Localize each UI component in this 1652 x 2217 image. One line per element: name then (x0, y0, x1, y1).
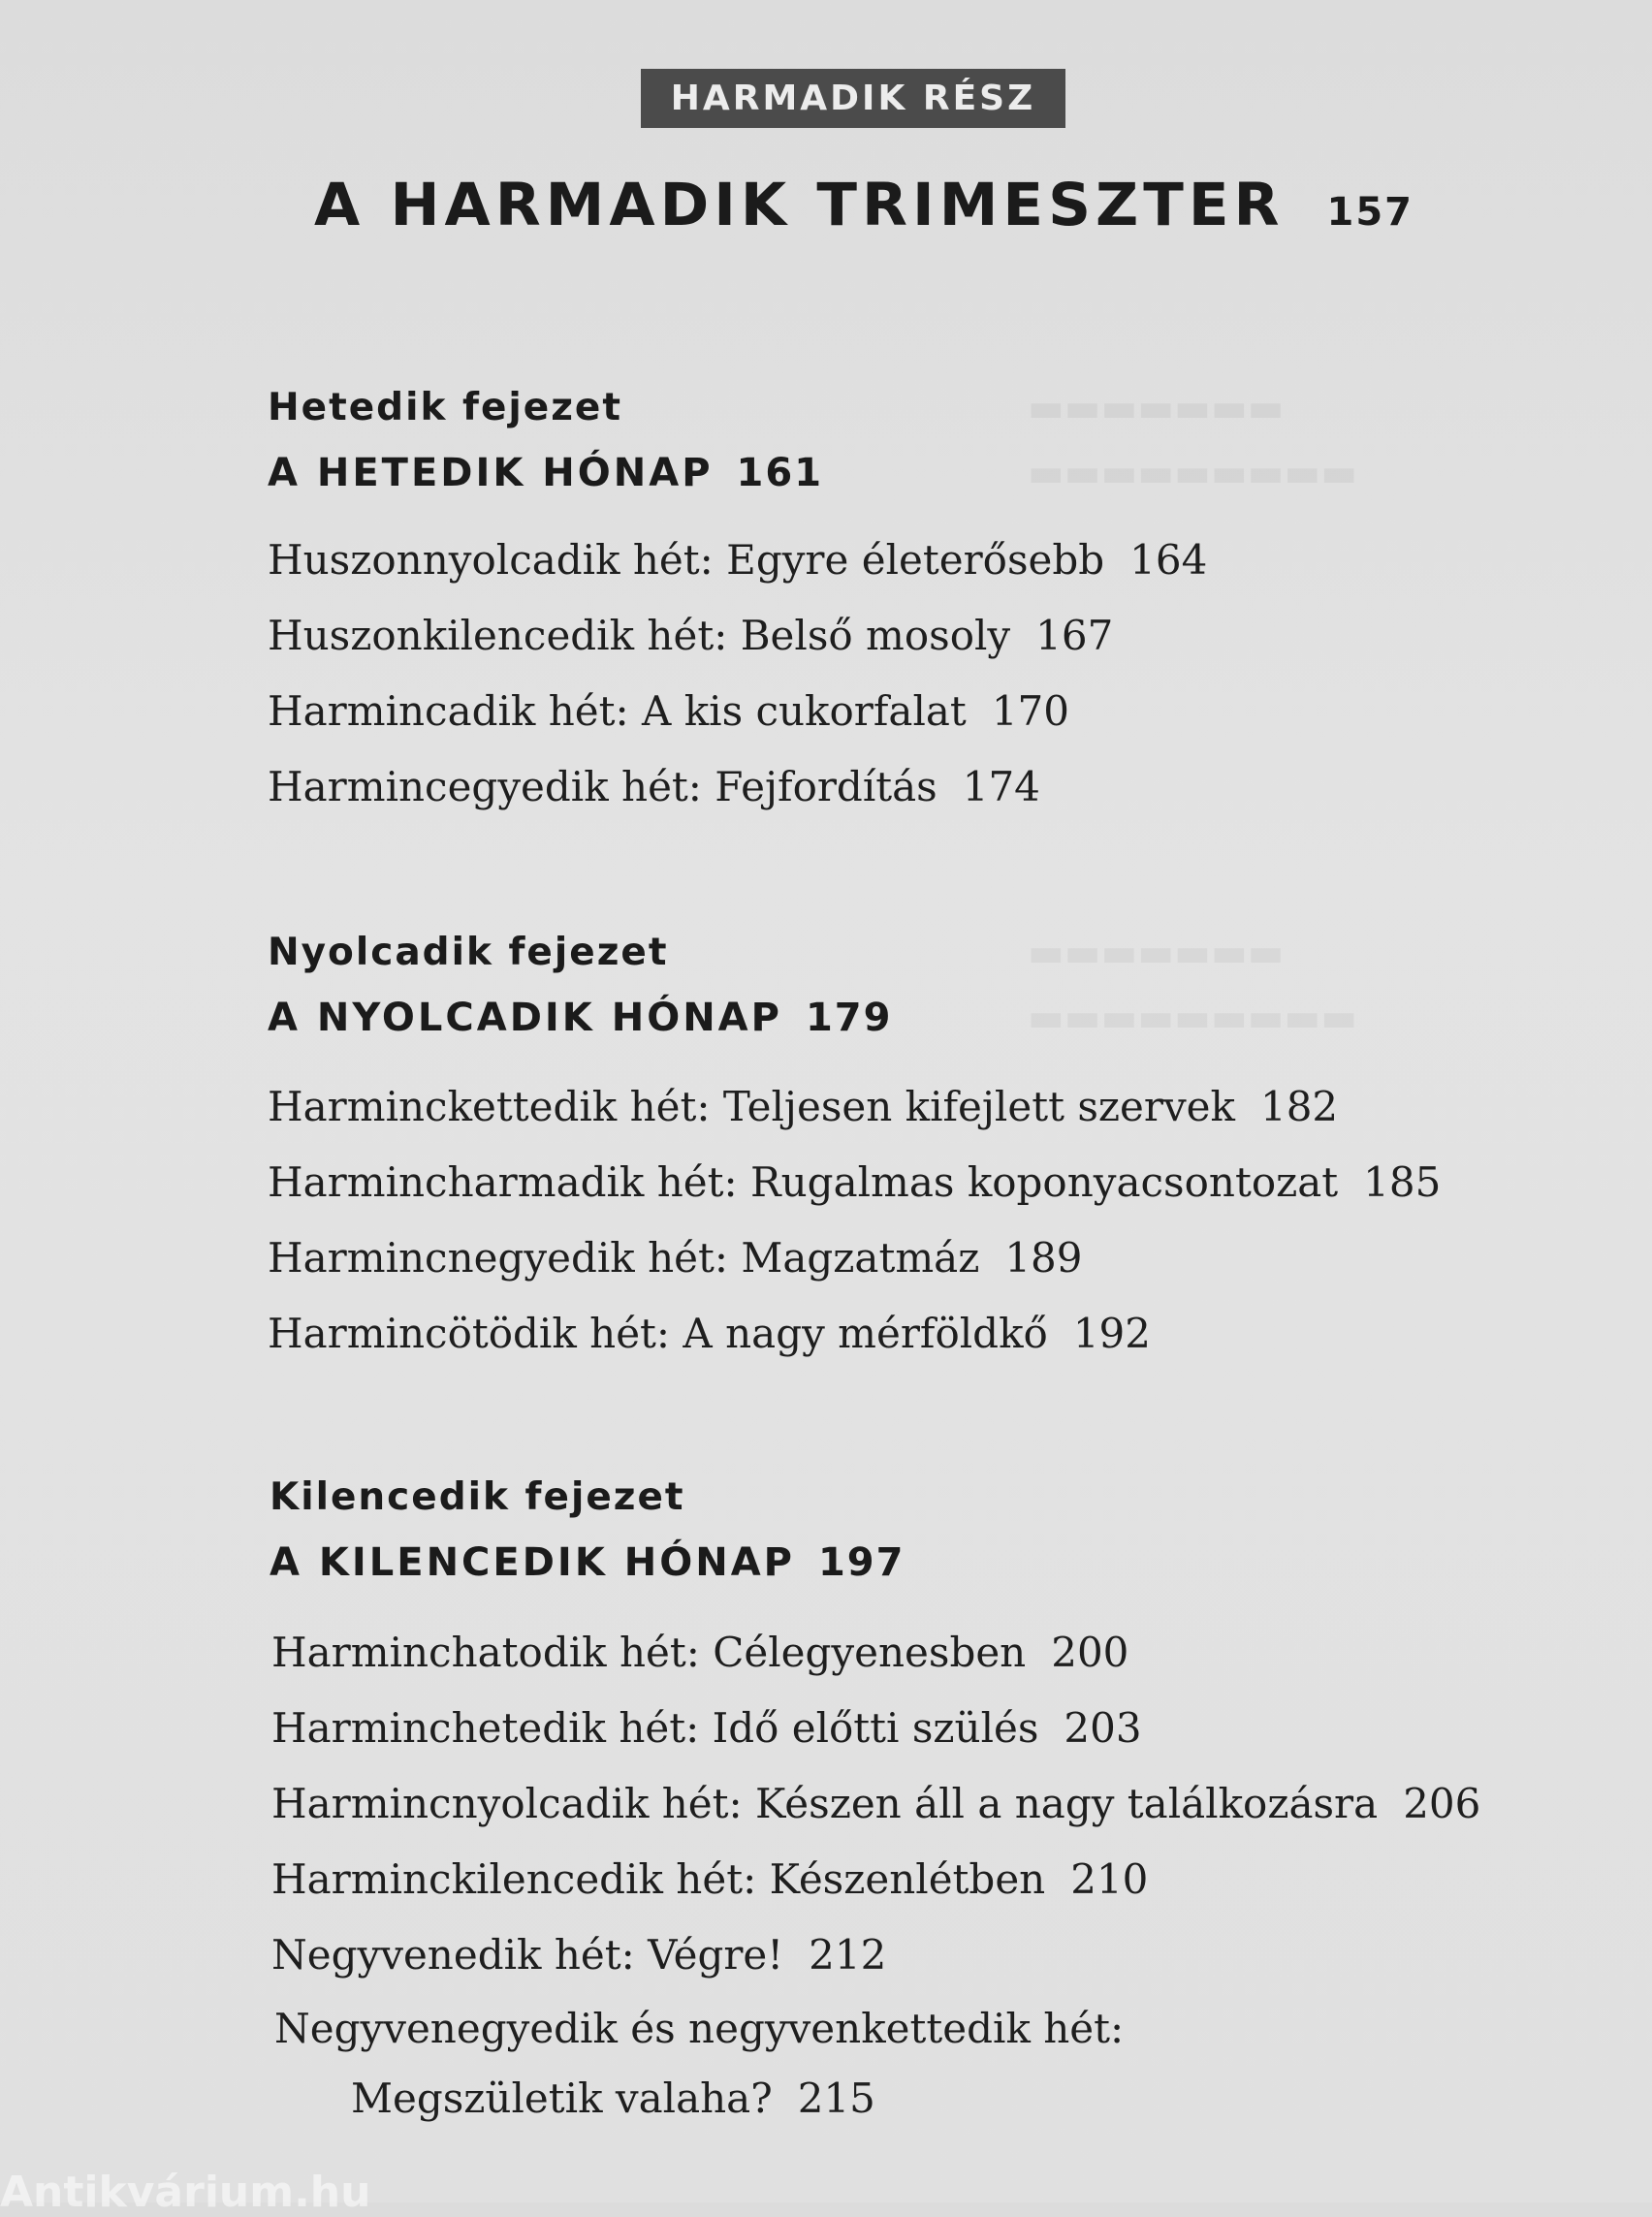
part-page-number: 157 (1326, 190, 1414, 235)
toc-entry-text: Megszületik valaha? (351, 2074, 773, 2122)
toc-entry-page: 170 (991, 687, 1069, 735)
watermark: Antikvárium.hu (0, 2168, 371, 2217)
toc-entry[interactable] (271, 1931, 886, 1979)
chapter-label: Kilencedik fejezet (270, 1475, 685, 1519)
toc-entry-text: Harmincegyedik hét: Fejfordítás (268, 763, 937, 810)
toc-entry-page: 203 (1064, 1704, 1142, 1752)
chapter-page-number: 197 (817, 1540, 905, 1585)
toc-entry-text: Harmincnegyedik hét: Magzatmáz (268, 1234, 980, 1282)
toc-entry[interactable] (271, 1704, 1142, 1752)
toc-entry-text: Negyvenedik hét: Végre! (271, 1931, 784, 1979)
chapter-page-number: 161 (736, 451, 824, 495)
toc-entry-continuation[interactable] (351, 2074, 875, 2122)
toc-entry-text: Huszonkilencedik hét: Belső mosoly (268, 612, 1011, 659)
toc-entry-text: Harmincharmadik hét: Rugalmas koponyacsontozat (268, 1158, 1339, 1206)
toc-entry[interactable] (268, 1083, 1338, 1130)
toc-entry-text: Harminchetedik hét: Idő előtti szülés (271, 1704, 1039, 1752)
toc-entry[interactable] (268, 1158, 1441, 1206)
toc-entry-text: Harminchatodik hét: Célegyenesben (271, 1629, 1027, 1676)
show-through-text: ▬▬▬▬▬▬▬ (1028, 931, 1285, 975)
chapter-title-text: A KILENCEDIK HÓNAP (270, 1540, 795, 1585)
part-title-text: A HARMADIK TRIMESZTER (314, 171, 1285, 239)
toc-entry-text: Huszonnyolcadik hét: Egyre életerősebb (268, 536, 1105, 584)
toc-entry-text: Harmincötödik hét: A nagy mérföldkő (268, 1310, 1048, 1357)
toc-entry[interactable] (268, 763, 1040, 810)
show-through-text: ▬▬▬▬▬▬▬▬▬ (1028, 451, 1358, 495)
chapter-title-text: A HETEDIK HÓNAP (268, 451, 714, 495)
toc-entry-text: Harminckilencedik hét: Készenlétben (271, 1855, 1046, 1903)
chapter-title (270, 1540, 905, 1585)
show-through-text: ▬▬▬▬▬▬▬ (1028, 386, 1285, 430)
part-badge (641, 69, 1065, 128)
show-through-text: ▬▬▬▬▬▬▬▬▬ (1028, 996, 1358, 1040)
toc-entry-text: Harmincadik hét: A kis cukorfalat (268, 687, 967, 735)
chapter-label: Nyolcadik fejezet (268, 931, 669, 974)
toc-entry-page: 185 (1363, 1158, 1442, 1206)
chapter-title (268, 451, 823, 495)
chapter-title (268, 996, 892, 1040)
toc-entry-text: Harmincnyolcadik hét: Készen áll a nagy találkozásra (271, 1780, 1379, 1827)
part-label: HARMADIK RÉSZ (670, 79, 1036, 118)
toc-entry[interactable] (268, 536, 1207, 584)
toc-entry[interactable] (271, 1629, 1128, 1676)
toc-entry[interactable] (268, 1234, 1083, 1282)
toc-entry-page: 182 (1259, 1083, 1339, 1130)
chapter-page-number: 179 (805, 996, 893, 1040)
toc-entry-text: Harminckettedik hét: Teljesen kifejlett szervek (268, 1083, 1235, 1130)
toc-entry[interactable] (268, 687, 1069, 735)
toc-entry-page: 192 (1072, 1310, 1151, 1357)
toc-entry[interactable] (268, 612, 1113, 659)
chapter-title-text: A NYOLCADIK HÓNAP (268, 996, 782, 1040)
toc-entry[interactable] (271, 1855, 1148, 1903)
toc-entry[interactable] (271, 1780, 1480, 1827)
toc-entry-page: 206 (1403, 1780, 1481, 1827)
toc-entry-page: 215 (797, 2074, 875, 2122)
toc-entry-page: 212 (809, 1931, 887, 1979)
toc-entry-page: 210 (1070, 1855, 1149, 1903)
toc-entry-page: 189 (1004, 1234, 1083, 1282)
toc-entry-text: Negyvenegyedik és negyvenkettedik hét: (274, 2005, 1125, 2052)
chapter-label: Hetedik fejezet (268, 386, 623, 429)
part-title (314, 171, 1414, 239)
toc-entry[interactable] (274, 2005, 1124, 2052)
toc-entry-page: 200 (1051, 1629, 1129, 1676)
toc-entry-page: 174 (962, 763, 1040, 810)
toc-entry-page: 167 (1035, 612, 1114, 659)
toc-entry-page: 164 (1129, 536, 1208, 584)
toc-entry[interactable] (268, 1310, 1151, 1357)
